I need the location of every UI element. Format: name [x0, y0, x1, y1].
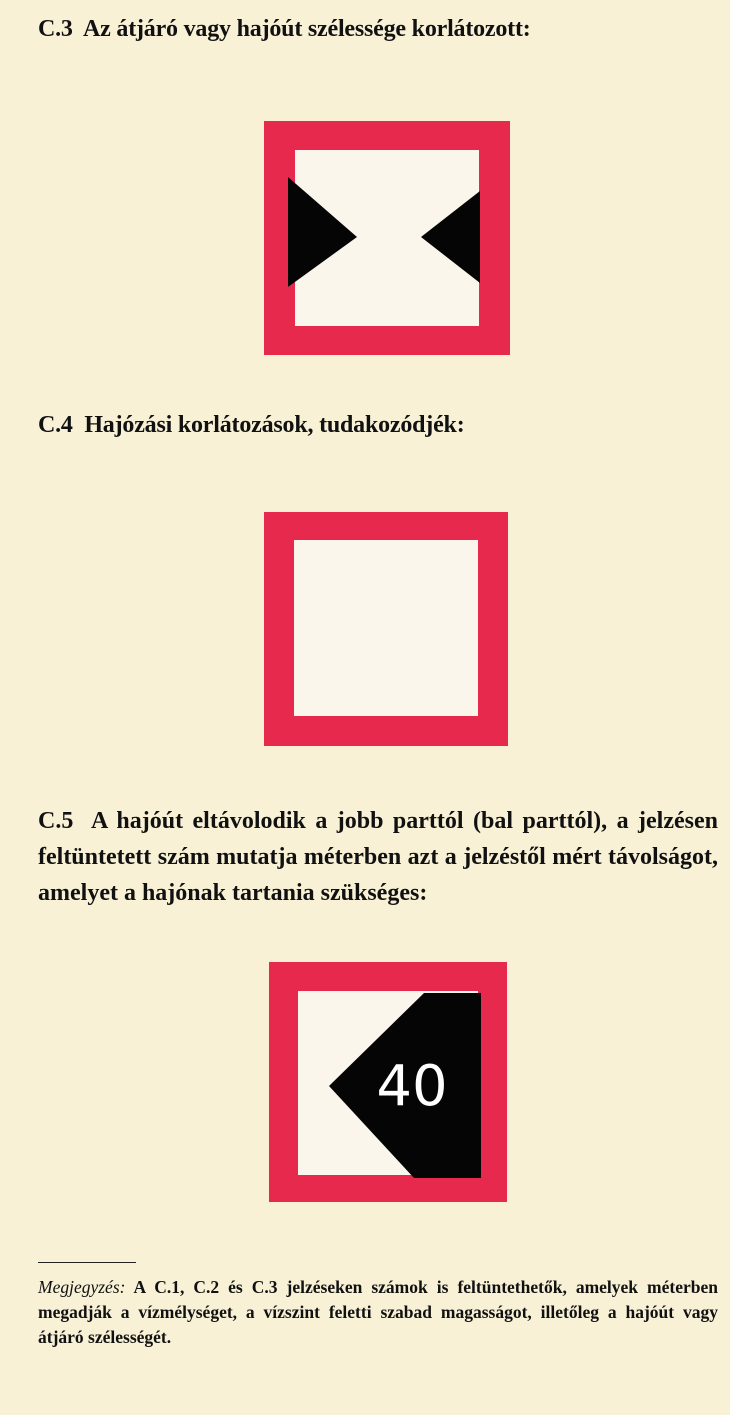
section-code: C.5	[38, 808, 74, 834]
footnote-label: Megjegyzés:	[38, 1277, 126, 1297]
section-code: C.4	[38, 412, 73, 438]
footnote	[38, 1275, 718, 1350]
footnote-divider	[38, 1262, 136, 1263]
section-c4-title	[38, 412, 464, 439]
sign-white-field	[294, 540, 478, 716]
distance-number: 40	[376, 1054, 448, 1119]
sign-c4-navigation-restrictions	[264, 512, 508, 746]
section-c3-title	[38, 16, 531, 43]
section-code: C.3	[38, 16, 73, 42]
section-c5-text	[38, 803, 718, 911]
section-heading: Az átjáró vagy hajóút szélessége korlátozott:	[83, 16, 531, 42]
section-heading: Hajózási korlátozások, tudakozódjék:	[84, 412, 465, 438]
sign-c3-passage-width-restricted	[264, 121, 510, 355]
footnote-text: A C.1, C.2 és C.3 jelzéseken számok is feltüntethetők, amelyek méterben megadják a vízmélységet, a vízszint feletti szabad magasságot, illetőleg a hajóút vagy átjáró szélességét.	[38, 1277, 718, 1347]
section-body: A hajóút eltávolodik a jobb parttól (bal parttól), a jelzésen feltüntetett szám mutatja méterben azt a jelzéstől mért távolságot, amelyet a hajónak tartania szükséges:	[38, 808, 718, 906]
sign-c5-fairway-distance	[269, 962, 507, 1202]
